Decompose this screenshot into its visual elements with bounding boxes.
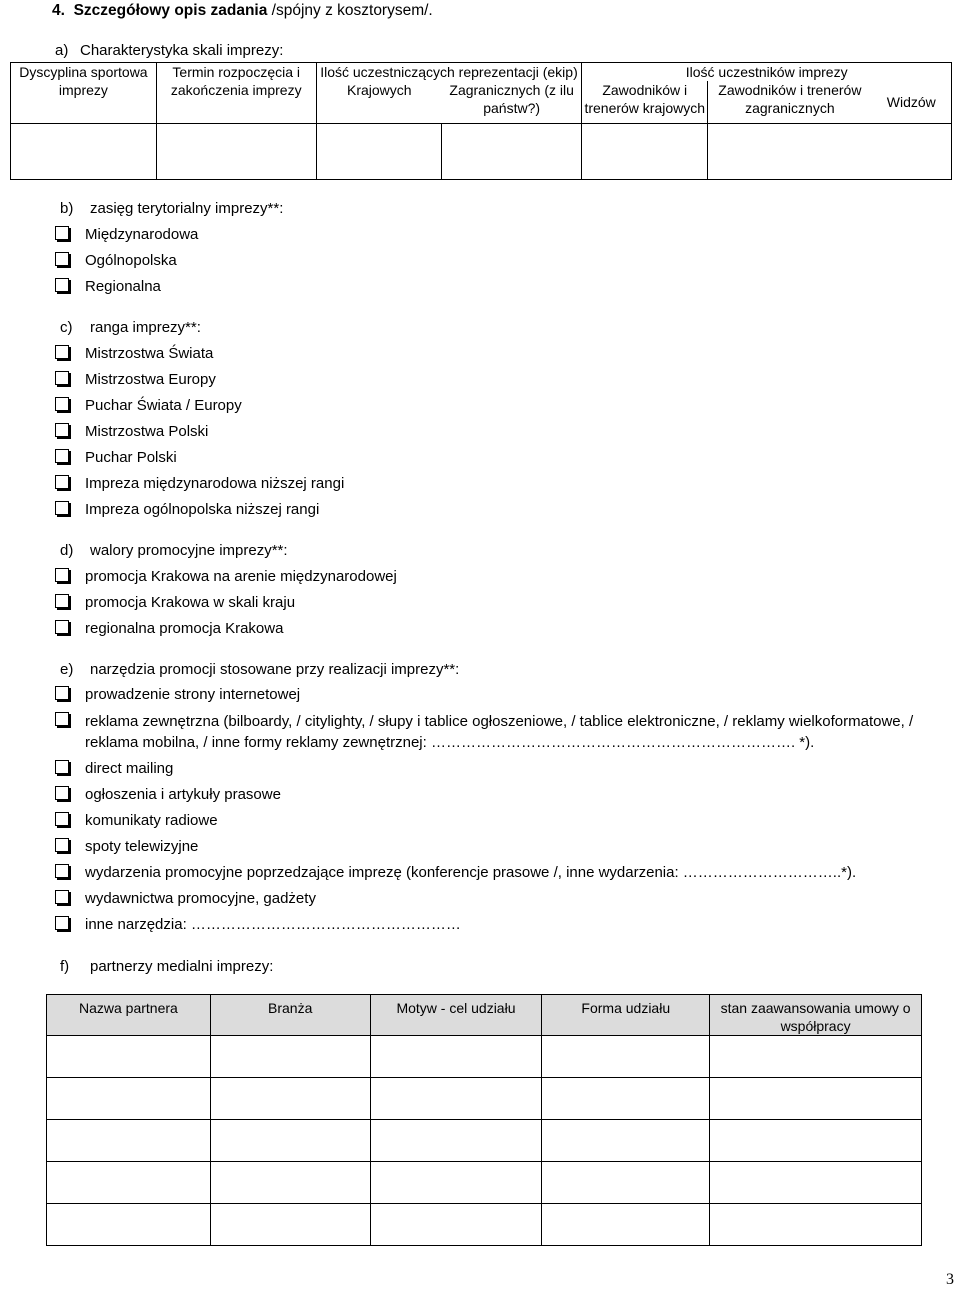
table-cell[interactable]	[210, 1036, 370, 1078]
col-header-teams-foreign: Zagranicznych (z ilu państw?)	[442, 81, 582, 123]
table-cell[interactable]	[710, 1036, 922, 1078]
option-e-0: prowadzenie strony internetowej	[85, 686, 301, 703]
option-c-4: Puchar Polski	[85, 449, 177, 466]
section-heading	[52, 2, 433, 20]
table-cell[interactable]	[370, 1162, 542, 1204]
col-header-athletes-domestic: Zawodników i trenerów krajowych	[582, 81, 708, 123]
table-cell[interactable]	[710, 1078, 922, 1120]
checkbox-c-1[interactable]	[55, 371, 69, 385]
col-header-partner-name: Nazwa partnera	[47, 995, 211, 1036]
heading-bold: Szczegółowy opis zadania	[73, 2, 268, 19]
heading-rest: /spójny z kosztorysem/.	[267, 2, 433, 19]
option-d-2: regionalna promocja Krakowa	[85, 620, 284, 637]
checkbox-c-2[interactable]	[55, 397, 69, 411]
section-c-title: ranga imprezy**:	[90, 319, 201, 336]
option-d-1: promocja Krakowa w skali kraju	[85, 594, 296, 611]
checkbox-c-6[interactable]	[55, 501, 69, 515]
option-e-6: wydarzenia promocyjne poprzedzające imprezę (konferencje prasowe /, inne wydarzenia: …………………………..*).	[85, 864, 857, 881]
table-cell[interactable]	[210, 1162, 370, 1204]
option-b-2: Regionalna	[85, 278, 161, 295]
table-cell[interactable]	[542, 1078, 710, 1120]
cell-discipline[interactable]	[11, 123, 157, 179]
col-header-athletes-foreign: Zawodników i trenerów zagranicznych	[708, 81, 872, 123]
cell-athletes-domestic[interactable]	[582, 123, 708, 179]
section-e-title: narzędzia promocji stosowane przy realizacji imprezy**:	[90, 661, 460, 678]
option-c-6: Impreza ogólnopolska niższej rangi	[85, 501, 320, 518]
section-a-label: a)	[55, 42, 69, 59]
page-number: 3	[946, 1271, 954, 1288]
checkbox-e-3[interactable]	[55, 786, 69, 800]
scale-table	[10, 62, 952, 180]
table-cell[interactable]	[47, 1204, 211, 1246]
checkbox-e-5[interactable]	[55, 838, 69, 852]
table-cell[interactable]	[710, 1120, 922, 1162]
media-partners-table	[46, 994, 922, 1246]
table-cell[interactable]	[370, 1204, 542, 1246]
option-b-1: Ogólnopolska	[85, 252, 177, 269]
table-cell[interactable]	[370, 1036, 542, 1078]
checkbox-e-2[interactable]	[55, 760, 69, 774]
option-e-2: direct mailing	[85, 760, 174, 777]
checkbox-e-1[interactable]	[55, 712, 69, 726]
col-header-motive: Motyw - cel udziału	[370, 995, 542, 1036]
col-header-teams-domestic: Krajowych	[316, 81, 442, 123]
checkbox-d-1[interactable]	[55, 594, 69, 608]
section-f-label: f)	[60, 958, 70, 975]
cell-teams-domestic[interactable]	[316, 123, 442, 179]
option-e-7: wydawnictwa promocyjne, gadżety	[85, 890, 316, 907]
cell-teams-foreign[interactable]	[442, 123, 582, 179]
checkbox-c-4[interactable]	[55, 449, 69, 463]
table-cell[interactable]	[542, 1204, 710, 1246]
col-header-spectators: Widzów	[872, 81, 952, 123]
option-e-4: komunikaty radiowe	[85, 812, 218, 829]
col-header-teams: Ilość uczestniczących reprezentacji (ekip)	[316, 63, 582, 82]
checkbox-c-0[interactable]	[55, 345, 69, 359]
table-cell[interactable]	[542, 1162, 710, 1204]
section-d-title: walory promocyjne imprezy**:	[90, 542, 288, 559]
option-c-3: Mistrzostwa Polski	[85, 423, 209, 440]
checkbox-e-7[interactable]	[55, 890, 69, 904]
table-cell[interactable]	[47, 1162, 211, 1204]
option-c-5: Impreza międzynarodowa niższej rangi	[85, 475, 345, 492]
col-header-date: Termin rozpoczęcia i zakończenia imprezy	[156, 63, 316, 124]
checkbox-e-8[interactable]	[55, 916, 69, 930]
option-c-0: Mistrzostwa Świata	[85, 345, 214, 362]
table-cell[interactable]	[210, 1204, 370, 1246]
col-header-form: Forma udziału	[542, 995, 710, 1036]
option-e-8: inne narzędzia: ………………………………………………	[85, 916, 461, 933]
checkbox-e-4[interactable]	[55, 812, 69, 826]
section-f-title: partnerzy medialni imprezy:	[90, 958, 274, 975]
option-b-0: Międzynarodowa	[85, 226, 199, 243]
option-c-1: Mistrzostwa Europy	[85, 371, 216, 388]
checkbox-b-2[interactable]	[55, 278, 69, 292]
section-d-label: d)	[60, 542, 74, 559]
checkbox-b-0[interactable]	[55, 226, 69, 240]
table-cell[interactable]	[542, 1120, 710, 1162]
option-e-5: spoty telewizyjne	[85, 838, 199, 855]
section-b-label: b)	[60, 200, 74, 217]
table-cell[interactable]	[210, 1078, 370, 1120]
table-cell[interactable]	[210, 1120, 370, 1162]
table-cell[interactable]	[542, 1036, 710, 1078]
section-a-title: Charakterystyka skali imprezy:	[80, 42, 284, 59]
section-c-label: c)	[60, 319, 73, 336]
col-header-agreement-status: stan zaawansowania umowy o współpracy	[710, 995, 922, 1036]
section-b-title: zasięg terytorialny imprezy**:	[90, 200, 284, 217]
col-header-industry: Branża	[210, 995, 370, 1036]
checkbox-c-5[interactable]	[55, 475, 69, 489]
checkbox-e-6[interactable]	[55, 864, 69, 878]
checkbox-d-2[interactable]	[55, 620, 69, 634]
col-header-participants: Ilość uczestników imprezy	[582, 63, 952, 82]
cell-athletes-foreign-spectators[interactable]	[708, 123, 952, 179]
heading-number: 4.	[52, 2, 65, 19]
option-e-3: ogłoszenia i artykuły prasowe	[85, 786, 281, 803]
section-e-label: e)	[60, 661, 74, 678]
checkbox-d-0[interactable]	[55, 568, 69, 582]
option-e-1: reklama zewnętrzna (bilboardy, / citylighty, / słupy i tablice ogłoszeniowe, / tablice elektroniczne, / reklamy wielkoformatowe, / reklama mobilna, / inne formy reklamy zewnętrznej: ………………………………………………………………. *).	[85, 713, 914, 751]
table-cell[interactable]	[47, 1120, 211, 1162]
option-d-0: promocja Krakowa na arenie międzynarodowej	[85, 568, 397, 585]
checkbox-e-0[interactable]	[55, 686, 69, 700]
col-header-discipline: Dyscyplina sportowa imprezy	[11, 63, 157, 124]
option-c-2: Puchar Świata / Europy	[85, 397, 242, 414]
checkbox-b-1[interactable]	[55, 252, 69, 266]
cell-date[interactable]	[156, 123, 316, 179]
table-cell[interactable]	[370, 1120, 542, 1162]
table-cell[interactable]	[370, 1078, 542, 1120]
table-cell[interactable]	[710, 1162, 922, 1204]
table-cell[interactable]	[47, 1078, 211, 1120]
table-cell[interactable]	[710, 1204, 922, 1246]
table-cell[interactable]	[47, 1036, 211, 1078]
checkbox-c-3[interactable]	[55, 423, 69, 437]
